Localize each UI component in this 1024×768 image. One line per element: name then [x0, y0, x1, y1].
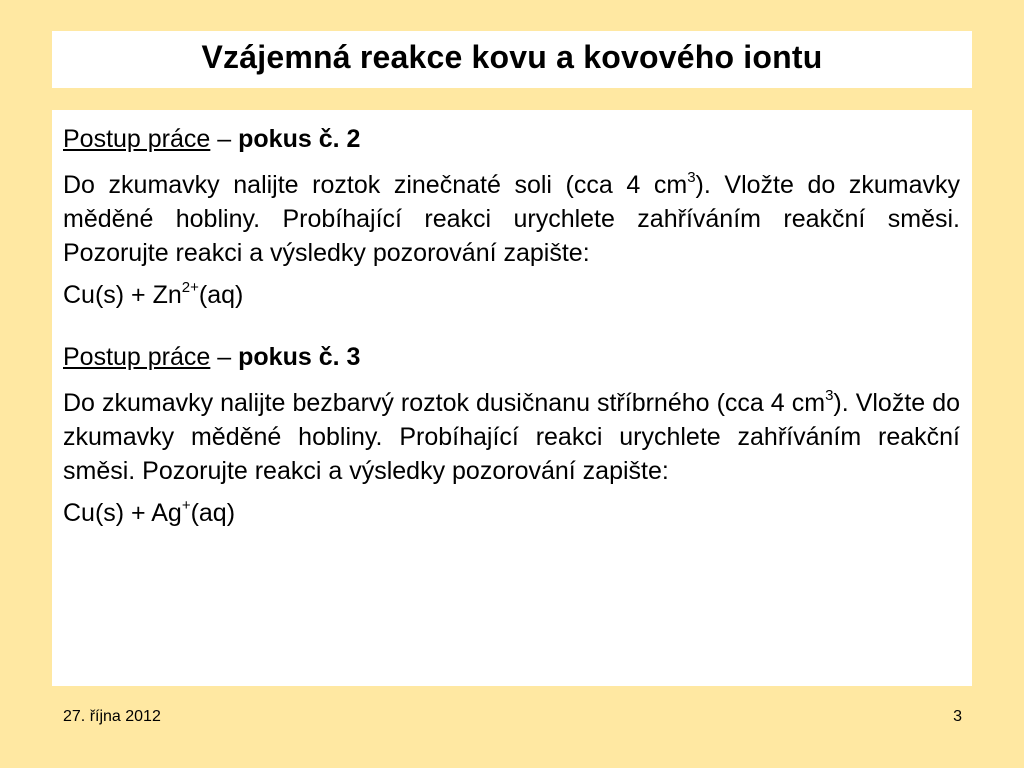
heading-dash: – [210, 343, 239, 371]
heading-link-postup-prace: Postup práce [63, 343, 211, 371]
procedure-paragraph-3 [63, 386, 960, 488]
ion-charge: 2+ [181, 278, 199, 296]
heading-experiment-number: pokus č. 2 [238, 125, 361, 153]
paragraph-text: ). Vložte do zkumavky měděné hobliny. Probíhající reakci urychlete zahříváním reakční směsi. Pozorujte reakci a výsledky pozorování zapište: [63, 389, 960, 485]
paragraph-text: Do zkumavky nalijte roztok zinečnaté soli (cca 4 cm [63, 171, 688, 199]
superscript: 3 [825, 386, 834, 404]
heading-dash: – [210, 125, 239, 153]
equation-text: (aq) [198, 281, 244, 309]
equation-text: Cu(s) + Ag [63, 499, 182, 527]
footer-date: 27. října 2012 [63, 708, 161, 725]
heading-link-postup-prace: Postup práce [63, 125, 211, 153]
superscript: 3 [687, 168, 696, 186]
equation-experiment-3 [63, 496, 960, 530]
procedure-paragraph-2 [63, 168, 960, 270]
heading-experiment-number: pokus č. 3 [238, 343, 361, 371]
paragraph-text: ). Vložte do zkumavky měděné hobliny. Probíhající reakci urychlete zahříváním reakční směsi. Pozorujte reakci a výsledky pozorování zapište: [63, 171, 961, 267]
content-box [52, 110, 972, 686]
section-heading-experiment-2 [63, 122, 960, 156]
equation-experiment-2 [63, 278, 960, 312]
slide-title: Vzájemná reakce kovu a kovového iontu [201, 39, 823, 75]
section-heading-experiment-3 [63, 340, 960, 374]
title-box [52, 31, 972, 88]
equation-text: (aq) [190, 499, 236, 527]
footer-page-number: 3 [953, 708, 962, 725]
ion-charge: + [181, 496, 191, 514]
equation-text: Cu(s) + Zn [63, 281, 182, 309]
paragraph-text: Do zkumavky nalijte bezbarvý roztok dusičnanu stříbrného (cca 4 cm [63, 389, 826, 417]
